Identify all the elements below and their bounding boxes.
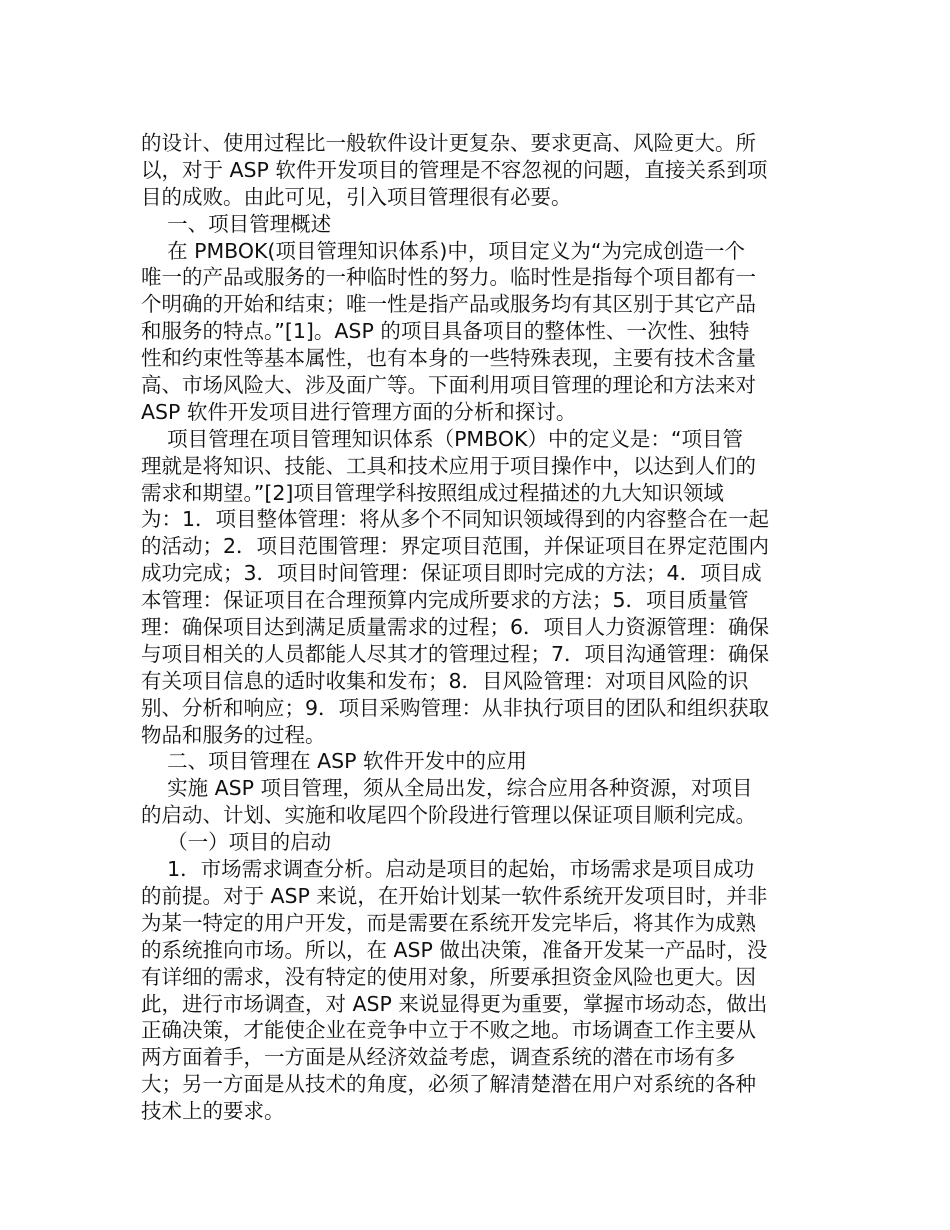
text-line: 成功完成；3．项目时间管理：保证项目即时完成的方法；4．项目成 [141, 561, 762, 586]
text-line: 本管理：保证项目在合理预算内完成所要求的方法；5．项目质量管 [141, 588, 749, 613]
text-line: 高、市场风险大、涉及面广等。下面利用项目管理的理论和方法来对 [141, 373, 756, 398]
text-line: 唯一的产品或服务的一种临时性的努力。临时性是指每个项目都有一 [141, 265, 756, 290]
text-line: 正确决策，才能使企业在竞争中立于不败之地。市场调查工作主要从 [141, 1018, 756, 1043]
text-line: 的系统推向市场。所以，在 ASP 做出决策，准备开发某一产品时，没 [141, 937, 768, 962]
text-line: 与项目相关的人员都能人尽其才的管理过程；7．项目沟通管理：确保 [141, 641, 770, 666]
text-line: 为某一特定的用户开发，而是需要在系统开发完毕后，将其作为成熟 [141, 910, 756, 935]
subsection-heading: （一）项目的启动 [141, 830, 332, 855]
text-line: 两方面着手，一方面是从经济效益考虑，调查系统的潜在市场有多 [141, 1045, 736, 1070]
text-line: 物品和服务的过程。 [141, 722, 326, 747]
text-line: 的启动、计划、实施和收尾四个阶段进行管理以保证项目顺利完成。 [141, 803, 756, 828]
text-line: 为：1．项目整体管理：将从多个不同知识领域得到的内容整合在一起 [141, 507, 770, 532]
text-line: 理就是将知识、技能、工具和技术应用于项目操作中，以达到人们的 [141, 453, 756, 478]
text-line: 以，对于 ASP 软件开发项目的管理是不容忽视的问题，直接关系到项 [141, 157, 768, 182]
text-line: 需求和期望。”[2]项目管理学科按照组成过程描述的九大知识领域 [141, 480, 724, 505]
text-line: 目的成败。由此可见，引入项目管理很有必要。 [141, 184, 572, 209]
text-line: 技术上的要求。 [141, 1099, 285, 1124]
section-heading: 二、项目管理在 ASP 软件开发中的应用 [141, 749, 527, 774]
text-line: 实施 ASP 项目管理，须从全局出发，综合应用各种资源，对项目 [141, 776, 753, 801]
text-line: ASP 软件开发项目进行管理方面的分析和探讨。 [141, 399, 577, 424]
text-line: 的设计、使用过程比一般软件设计更复杂、要求更高、风险更大。所 [141, 131, 756, 155]
section-heading: 一、项目管理概述 [141, 211, 332, 236]
body-text [141, 130, 809, 1125]
text-line: 项目管理在项目管理知识体系（PMBOK）中的定义是：“项目管 [141, 426, 744, 451]
text-line: 1．市场需求调查分析。启动是项目的起始，市场需求是项目成功 [141, 857, 755, 882]
text-line: 的前提。对于 ASP 来说，在开始计划某一软件系统开发项目时，并非 [141, 883, 768, 908]
text-line: 在 PMBOK(项目管理知识体系)中，项目定义为“为完成创造一个 [141, 238, 746, 263]
text-line: 有关项目信息的适时收集和发布；8．目风险管理：对项目风险的识 [141, 668, 749, 693]
text-line: 大；另一方面是从技术的角度，必须了解清楚潜在用户对系统的各种 [141, 1072, 756, 1097]
text-line: 性和约束性等基本属性，也有本身的一些特殊表现，主要有技术含量 [141, 346, 756, 371]
text-line: 理：确保项目达到满足质量需求的过程；6．项目人力资源管理：确保 [141, 615, 770, 640]
text-line: 有详细的需求，没有特定的使用对象，所要承担资金风险也更大。因 [141, 964, 756, 989]
text-line: 的活动；2．项目范围管理：界定项目范围，并保证项目在界定范围内 [141, 534, 770, 559]
text-line: 和服务的特点。”[1]。ASP 的项目具备项目的整体性、一次性、独特 [141, 319, 750, 344]
text-line: 个明确的开始和结束；唯一性是指产品或服务均有其区别于其它产品 [141, 292, 756, 317]
text-line: 此，进行市场调查，对 ASP 来说显得更为重要，掌握市场动态，做出 [141, 991, 768, 1016]
text-line: 别、分析和响应；9．项目采购管理：从非执行项目的团队和组织获取 [141, 695, 770, 720]
